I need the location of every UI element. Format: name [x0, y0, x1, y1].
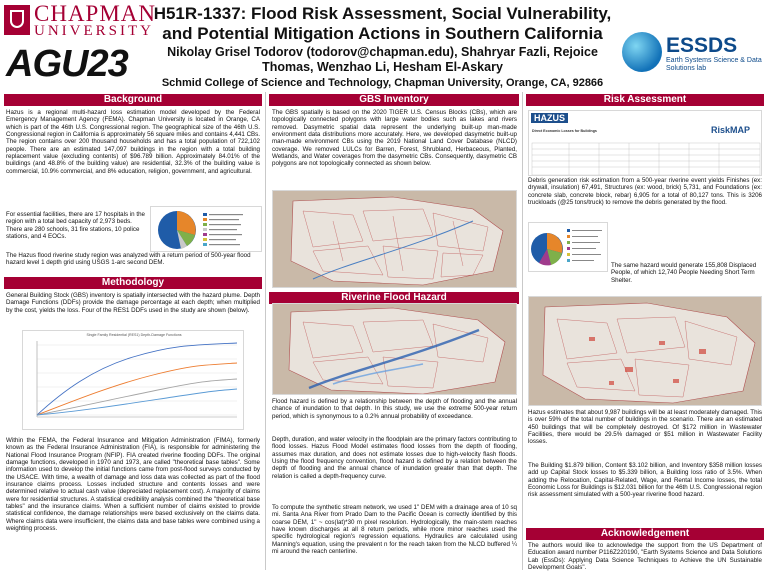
agu23-logo: AGU23	[6, 43, 128, 85]
essds-wordmark: ESSDS	[666, 34, 738, 57]
essds-logo	[622, 30, 762, 82]
chapman-wordmark: CHAPMAN	[34, 1, 157, 26]
risk-economic-loss-paragraph: The Building $1.879 billion, Content $3.102 billion, and Inventory $358 million losses add up Capital Stock losses to $5.339 billion, a Building loss ratio of 3.5%. When adding the Relocation, Capital-Related, Wage, and Rental Income losses, the total Economic Loss for Buildings is $12.031 billion for the 46th U.S. Congressional region risk assessment simulated with a 500-year riverine flood hazard.	[528, 462, 762, 499]
riverine-stream-network-paragraph: To compute the synthetic stream network, we used 1" DEM with a drainage area of 10 sq mi. Santa Ana River from Prado Dam to the Pacific Ocean is correctly identified by this coarse DEM, 1" ~ cos(lat)*30 m pixel resolution. Hydrologically, the main-stem reaches have known discharges at all 8 return periods, while more minor reaches used the specific hydrological region's regression equations. Hydraulics are calculated using Manning's equation, using the prevalent n for the reach taken from the NLCD buffered ¼ mi around the reach centerline.	[272, 504, 517, 556]
background-facilities-paragraph: For essential facilities, there are 17 hospitals in the region with a total bed capacity of 2,973 beds. There are 280 schools, 31 fire stations, 10 police stations, and 4 EOCs.	[6, 211, 145, 241]
riverine-definition-paragraph: Flood hazard is defined by a relationship between the depth of flooding and the annual chance of inundation to that depth. In this study, we use the extreme 500-year return period, which is synonymous to a 0.2% annual probability of exceedance.	[272, 398, 517, 420]
riverine-factors-paragraph: Depth, duration, and water velocity in the floodplain are the primary factors contributing to flood losses. Hazus Flood Model estimates flood losses from the depth of flooding, assumes max duration, and does not estimate losses due to high-velocity flash floods. Using the flood frequency convention, flood hazard is defined by a relation between the depth of flooding and the annual chance of inundation greater than that depth. The relation is called a depth-frequency curve.	[272, 436, 517, 480]
riverine-heading: Riverine Flood Hazard	[269, 292, 519, 304]
risk-buildings-damaged-paragraph: Hazus estimates that about 9,987 buildings will be at least moderately damaged. This is over 59% of the total number of buildings in the scenario. There are an estimated 450 buildings that will be completely destroyed. Of $172 million in Wastewater Facilities, there would be 29.5% damaged or $51 million in Wastewater Facility losses.	[528, 409, 762, 446]
displaced-people-pie-chart	[528, 222, 608, 272]
essds-subtitle: Earth Systems Science & Data Solutions lab	[666, 57, 762, 72]
poster-title: H51R-1337: Flood Risk Assessment, Social Vulnerability, and Potential Mitigation Actions in Southern California	[153, 4, 612, 43]
column-divider	[522, 92, 523, 570]
chapman-university-wordmark: UNIVERSITY	[34, 23, 154, 39]
hazus-report-logo: HAZUS	[531, 113, 568, 123]
gbs-census-blocks-map	[272, 190, 517, 288]
methodology-paragraph: General Building Stock (GBS) inventory is spatially intersected with the hazard plume. Depth Damage Functions (DDFs) provide the damage percentage at each depth; when multiplied by the cost, yields the loss. Four of the RES1 DDFs used in the study are shown (below).	[6, 292, 260, 314]
background-study-paragraph: The Hazus flood riverine study region was analyzed with a return period of 500-year flood hazard level 1 depth grid using USGS 1-arc second DEM.	[6, 252, 251, 267]
background-heading: Background	[4, 94, 262, 106]
risk-debris-paragraph: Debris generation risk estimation from a 500-year riverine event yields Finishes (ex: drywall, insulation) 67,491, Structures (ex: wood, brick) 5,731, and Foundations (ex: concrete slab, concrete block, rebar) 6,905 for a total of 80,127 tons. This is 3206 truckloads (@25 tons/truck) to remove the debris generated by the flood.	[528, 177, 762, 207]
methodology-heading: Methodology	[4, 277, 262, 289]
riskmap-logo: RiskMAP	[711, 125, 751, 135]
acknowledgement-heading: Acknowledgement	[526, 528, 764, 540]
gbs-paragraph: The GBS spatially is based on the 2020 TIGER U.S. Census Blocks (CBs), which are topologically connected polygons with large water bodies such as lakes and rivers removed. Dasymetric spatial data represent the underlying built-up man-made environment data distributions more accurately. Here, we developed dasymetric built-up man-made environment CBs using the 2019 National Land Cover Database (NLCD) coverage. We removed LULCs for Barren, Forest, Shrubland, Herbaceous, Planted, Wetlands, and Water coverages from the dasymetric CBs. Consequently, dasymetric CB polygons are not topologically connected as shown below.	[272, 109, 517, 168]
depth-damage-chart-caption: Single Family Residential (RES1) Depth-Damage Functions	[86, 333, 182, 337]
globe-icon	[622, 32, 662, 72]
hazus-report-image	[528, 110, 762, 176]
chapman-logo	[4, 1, 157, 43]
column-divider	[265, 92, 266, 570]
building-damage-map	[528, 296, 762, 406]
background-paragraph: Hazus is a regional multi-hazard loss estimation model developed by the Federal Emergency Management Agency (FEMA). Chapman University is located in Orange, CA which is part of the 46th U.S. Congressional region. The geographical size of the 46th U.S. Congressional region in California is approximately 56 square miles and contains 4,441 CBs. The region contains over 200 thousand households and has a total population of 722,102 people. There are an estimated 147,097 buildings in the region with a total building replacement value (excluding contents) of $96.789 billion. Approximately 84.01% of the buildings (and 48.8% of the building value) are residential, 32.3% of the building value is commercial, 10.9% commercial, and 8% education, religion, government, and agricultural.	[6, 109, 260, 175]
riverine-flood-depth-map	[272, 303, 517, 395]
building-value-pie-chart	[150, 206, 262, 252]
risk-heading: Risk Assessment	[526, 94, 764, 106]
poster-affiliation: Schmid College of Science and Technology, Chapman University, Orange, CA, 92866	[161, 77, 604, 89]
gbs-heading: GBS Inventory	[269, 94, 519, 106]
poster-authors: Nikolay Grisel Todorov (todorov@chapman.edu), Shahryar Fazli, Rejoice Thomas, Wenzhao Li, Hesham El-Askary	[167, 45, 598, 74]
risk-displaced-paragraph: The same hazard would generate 155,808 Displaced People, of which 12,740 People Needing Short Term Shelter.	[611, 262, 757, 284]
methodology-fima-paragraph: Within the FEMA, the Federal Insurance and Mitigation Administration (FIMA), formerly known as the Federal Insurance Administration (FIA), is responsible for administering the National Flood Insurance Program (NFIP). FIA created riverine flooding DDFs. The original damage functions, developed in 1970 and 1973, are called "theoretical base tables". Some information used to develop the initial functions came from post-flood surveys conducted by the USACE. With time, a wealth of damage and loss data was collected as part of the flood insurance claims process. Losses included structure and contents losses and were determined relative to actual cash value (depreciated replacement cost). A majority of claims were for residential structures. A statistical credibility analysis combined the "theoretical base tables" and the insurance claims. When a sufficient number of claims existed to provide statistical confidence, the damage relationships were based exclusively on the claims data. Where claims data were insufficient, the claims data and base tables were combined using a weighting process.	[6, 437, 260, 533]
report-title: Direct Economic Losses for Buildings	[532, 129, 597, 133]
depth-damage-chart	[22, 330, 244, 430]
chapman-shield-icon	[4, 5, 30, 35]
acknowledgement-paragraph: The authors would like to acknowledge the support from the US Department of Education award number P116Z220190, "Earth Systems Science and Data Solutions Lab (EssDs): Applying Data Science Techniques to Achieve the UN Sustainable Development Goals".	[528, 542, 762, 572]
